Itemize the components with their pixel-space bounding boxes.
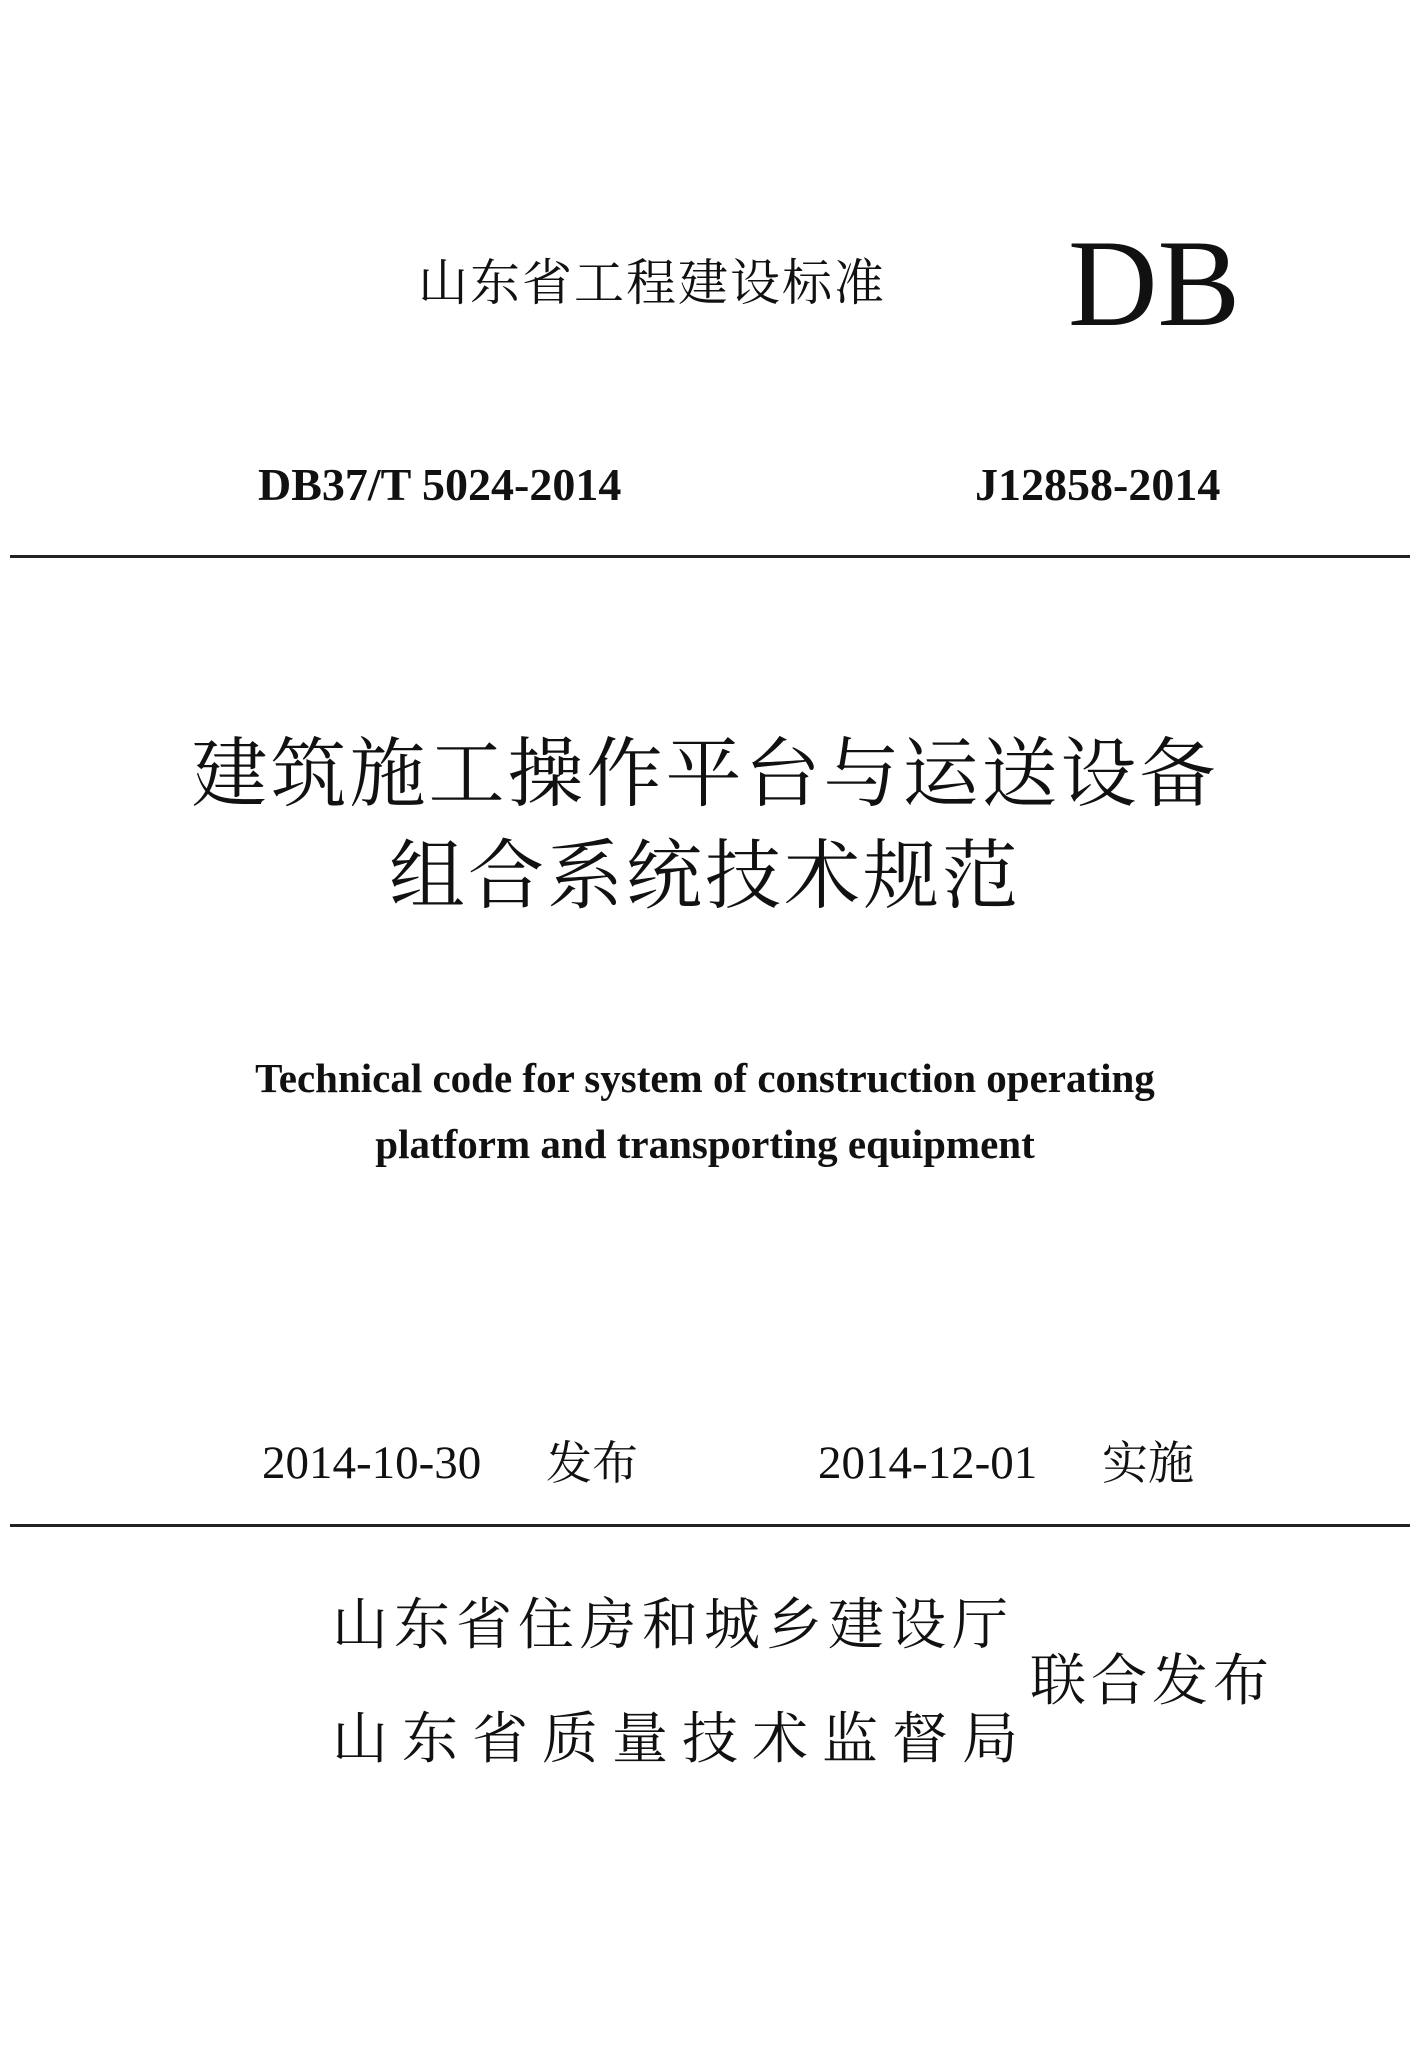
- publish-label: 发布: [546, 1436, 638, 1490]
- publish-date: 2014-10-30: [262, 1437, 482, 1489]
- top-divider: [10, 555, 1410, 558]
- standard-code: DB37/T 5024-2014: [258, 459, 622, 510]
- record-number: J12858-2014: [975, 459, 1221, 510]
- english-title-line-2: platform and transporting equipment: [375, 1121, 1035, 1167]
- effective-date: 2014-12-01: [818, 1437, 1038, 1489]
- bottom-divider: [10, 1524, 1410, 1527]
- chinese-title-line-1: 建筑施工操作平台与运送设备: [191, 729, 1219, 818]
- chinese-title-line-2: 组合系统技术规范: [389, 831, 1021, 920]
- issuer-1: 山东省住房和城乡建设厅: [332, 1593, 1014, 1658]
- series-label: 山东省工程建设标准: [418, 254, 886, 312]
- effective-label: 实施: [1102, 1436, 1194, 1490]
- db-mark: DB: [1068, 215, 1241, 352]
- english-title-line-1: Technical code for system of construction operating: [255, 1055, 1155, 1101]
- joint-publish-label: 联合发布: [1030, 1649, 1274, 1714]
- issuer-2: 山东省质量技术监督局: [332, 1707, 1032, 1772]
